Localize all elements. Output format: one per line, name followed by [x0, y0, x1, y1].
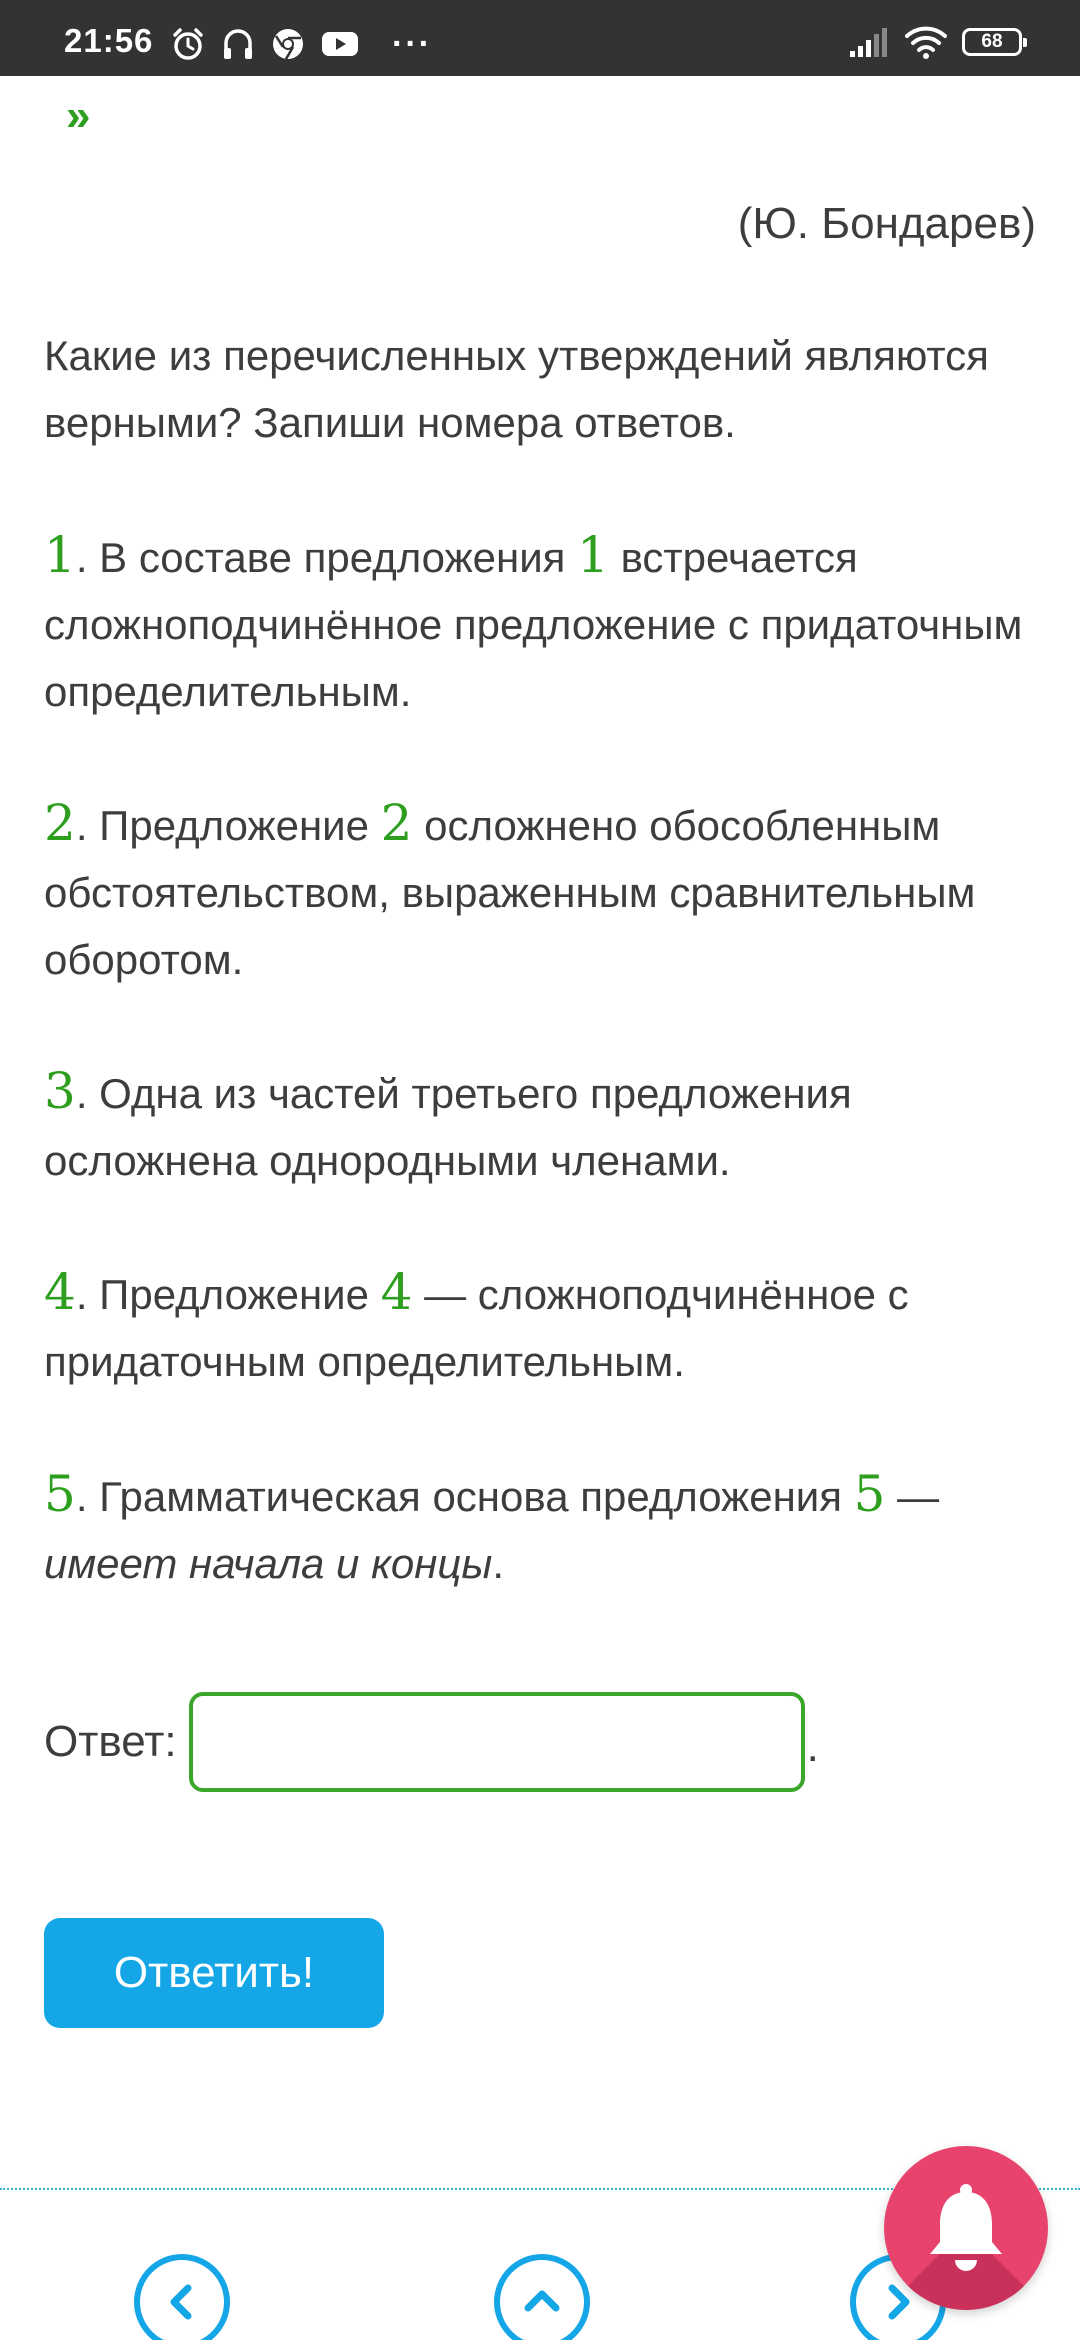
- battery-icon: [962, 28, 1022, 56]
- previous-button[interactable]: [134, 2254, 230, 2340]
- statement-number: 4: [44, 1263, 76, 1321]
- bell-icon: [924, 2180, 1008, 2276]
- statement-italic-text: имеет начала и концы: [44, 1540, 493, 1587]
- statement-4: [44, 1259, 1044, 1395]
- statement-text: . Предложение: [75, 1271, 381, 1318]
- submit-button[interactable]: Ответить!: [44, 1918, 384, 2028]
- answer-input[interactable]: [189, 1692, 805, 1792]
- statement-2: [44, 790, 1044, 993]
- youtube-icon: [320, 26, 360, 62]
- quote-author: (Ю. Бондарев): [737, 199, 1036, 248]
- system-icons: [848, 22, 1022, 62]
- statement-text: . Предложение: [75, 802, 381, 849]
- chevron-up-icon: [520, 2280, 564, 2324]
- answer-trailing-dot: .: [806, 1722, 819, 1771]
- statement-text: осложнено обособленным обстоятельством, выраженным сравнительным оборотом.: [44, 802, 976, 983]
- statement-number: 5: [44, 1465, 76, 1523]
- sentence-number: 4: [380, 1263, 413, 1321]
- answer-label: Ответ:: [44, 1717, 177, 1766]
- statement-number: 2: [44, 794, 76, 852]
- alarm-icon: [170, 26, 206, 62]
- sentence-number: 5: [853, 1465, 886, 1523]
- statement-number: 3: [44, 1062, 76, 1120]
- notifications-button[interactable]: [884, 2146, 1048, 2310]
- statement-text: .: [492, 1540, 504, 1587]
- statement-text: встречается сложноподчинённое предложение с придаточным определительным.: [44, 534, 1023, 715]
- notification-icons: [170, 26, 432, 62]
- quote-marker: »: [66, 91, 91, 140]
- statement-text: — сложноподчинённое с придаточным определительным.: [44, 1271, 909, 1385]
- sentence-number: 2: [380, 794, 413, 852]
- statement-text: . Одна из частей третьего предложения осложнена однородными членами.: [44, 1070, 852, 1184]
- question-text: Какие из перечисленных утверждений являются верными? Запиши номера ответов.: [44, 332, 989, 446]
- more-dots-icon: ···: [392, 25, 432, 63]
- battery-level: 68: [981, 31, 1003, 52]
- wifi-icon: [904, 25, 948, 59]
- chevron-left-icon: [160, 2280, 204, 2324]
- statement-1: [44, 522, 1044, 725]
- status-time: 21:56: [64, 22, 154, 59]
- chrome-icon: [270, 26, 306, 62]
- signal-icon: [848, 25, 890, 59]
- headset-icon: [220, 26, 256, 62]
- answer-row: [44, 1690, 819, 1794]
- statement-text: . Грамматическая основа предложения: [75, 1473, 854, 1520]
- statement-3: [44, 1058, 1044, 1194]
- scroll-up-button[interactable]: [494, 2254, 590, 2340]
- status-bar: [0, 0, 1080, 76]
- sentence-number: 1: [577, 526, 609, 584]
- statement-number: 1: [44, 526, 76, 584]
- statement-text: . В составе предложения: [75, 534, 578, 581]
- statement-text: —: [885, 1473, 940, 1520]
- statement-5: [44, 1461, 1044, 1597]
